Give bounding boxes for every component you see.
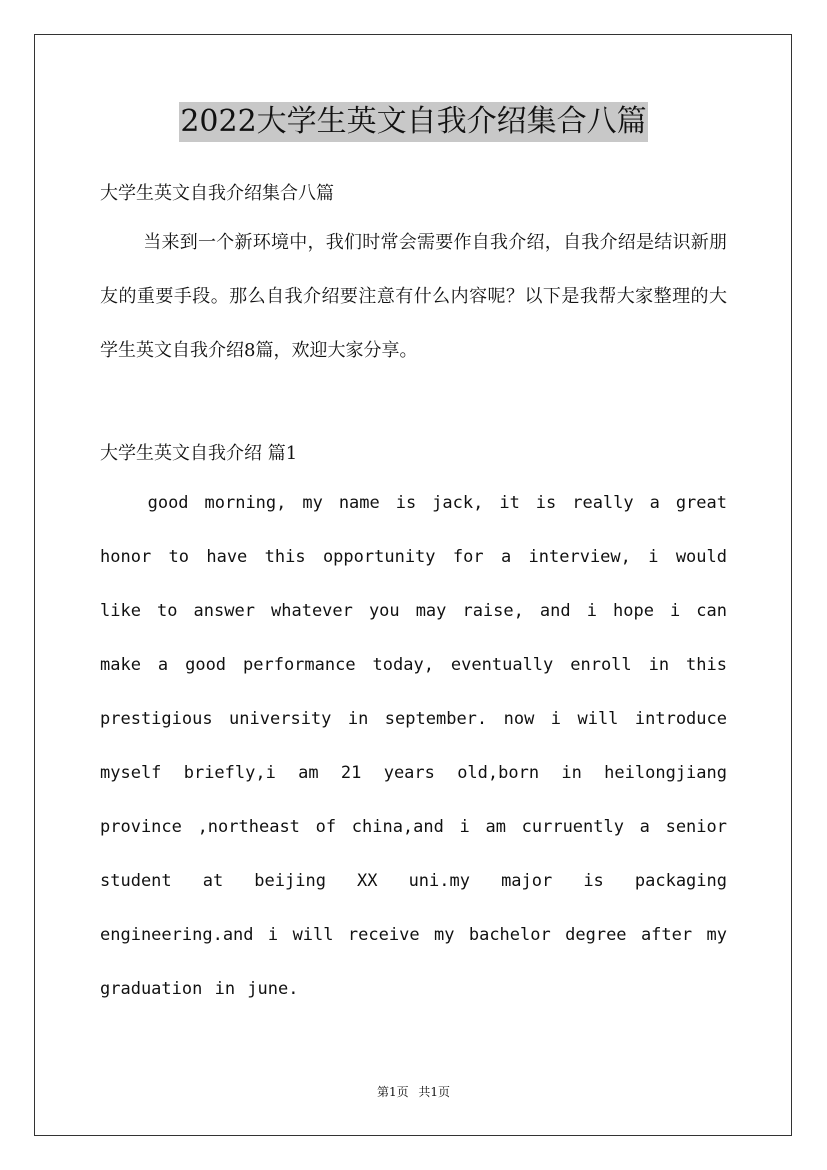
- page-number-total: 共1页: [418, 1085, 451, 1099]
- intro-paragraph: 当来到一个新环境中，我们时常会需要作自我介绍，自我介绍是结识新朋友的重要手段。那么自我介绍要注意有什么内容呢？以下是我帮大家整理的大学生英文自我介绍8篇，欢迎大家分享。: [100, 232, 727, 361]
- document-subtitle: 大学生英文自我介绍集合八篇: [100, 183, 334, 204]
- document-title: [0, 101, 827, 142]
- section-heading: 大学生英文自我介绍 篇1: [100, 443, 298, 464]
- document-title-text: 2022大学生英文自我介绍集合八篇: [179, 102, 647, 142]
- section-paragraph: good morning, my name is jack, it is really a great honor to have this opportunity for a interview, i would like to answer whatever you may raise, and i hope i can make a good performance today, eventually enroll in this prestigious university in september. now i will introduce myself briefly,i am 21 years old,born in heilongjiang province ,northeast of china,and i am curruently a senior student at beijing XX uni.my major is packaging engineering.and i will receive my bachelor degree after my graduation in june.: [100, 493, 727, 999]
- page-number-current: 第1页: [376, 1085, 409, 1099]
- page-footer: [0, 1083, 827, 1101]
- document-body: [100, 172, 727, 1016]
